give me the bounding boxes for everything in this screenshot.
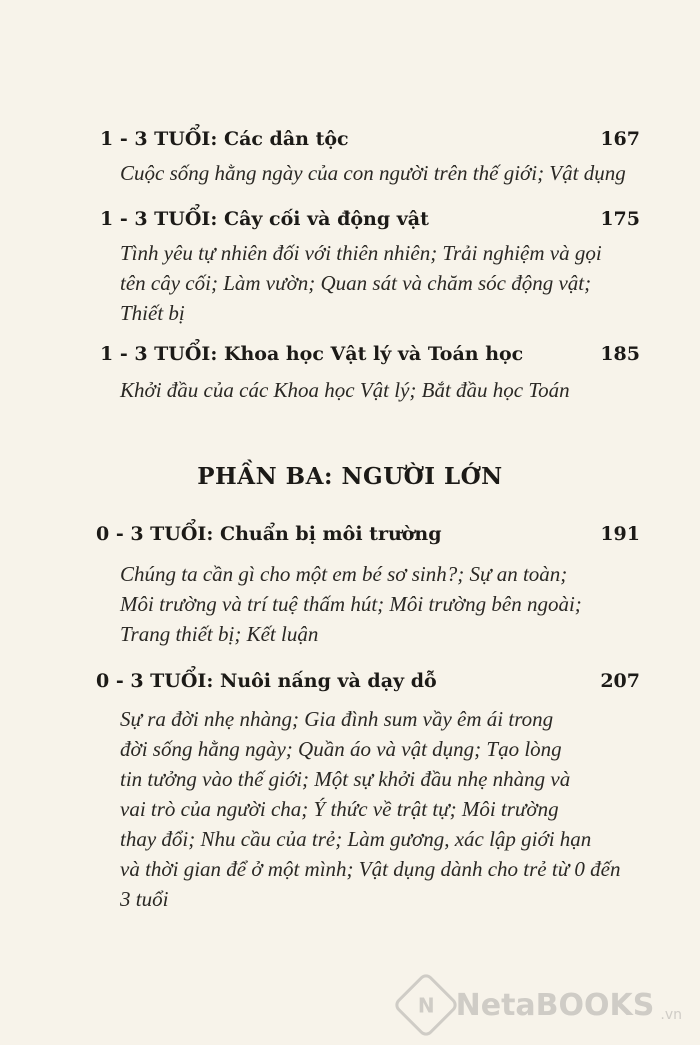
toc-entry-heading	[100, 208, 640, 230]
description-line: Tình yêu tự nhiên đối với thiên nhiên; Trải nghiệm và gọi	[120, 241, 602, 265]
description-line: 3 tuổi	[120, 887, 169, 911]
entry-page-number: 191	[600, 523, 640, 545]
part-title: PHẦN BA: NGƯỜI LỚN	[197, 463, 503, 490]
description-line: và thời gian để ở một mình; Vật dụng dành cho trẻ từ 0 đến	[120, 857, 621, 881]
entry-description	[120, 559, 644, 649]
entry-description	[120, 158, 644, 188]
entry-page-number: 185	[600, 343, 640, 365]
toc-entry-heading	[96, 523, 640, 545]
description-line: Thiết bị	[120, 301, 185, 325]
toc-entry-heading	[96, 670, 640, 692]
description-line: đời sống hằng ngày; Quần áo và vật dụng; Tạo lòng	[120, 737, 562, 761]
entry-title: 1 - 3 TUỔI: Cây cối và động vật	[100, 208, 429, 230]
watermark-brand: NetaBOOKS	[455, 987, 655, 1023]
description-line: thay đổi; Nhu cầu của trẻ; Làm gương, xác lập giới hạn	[120, 827, 592, 851]
entry-title: 1 - 3 TUỔI: Khoa học Vật lý và Toán học	[100, 343, 524, 365]
entry-title: 1 - 3 TUỔI: Các dân tộc	[100, 128, 349, 150]
description-line: vai trò của người cha; Ý thức về trật tự; Môi trường	[120, 797, 559, 821]
entry-title: 0 - 3 TUỔI: Chuẩn bị môi trường	[96, 523, 442, 545]
description-line: Cuộc sống hằng ngày của con người trên thế giới; Vật dụng	[120, 161, 626, 185]
description-line: Sự ra đời nhẹ nhàng; Gia đình sum vầy êm ái trong	[120, 707, 554, 731]
description-line: Chúng ta cần gì cho một em bé sơ sinh?; Sự an toàn;	[120, 562, 568, 586]
toc-entry-heading	[100, 343, 640, 365]
watermark	[402, 981, 682, 1029]
entry-page-number: 175	[600, 208, 640, 230]
description-line: Trang thiết bị; Kết luận	[120, 622, 319, 646]
entry-page-number: 167	[600, 128, 640, 150]
description-line: Môi trường và trí tuệ thấm hút; Môi trường bên ngoài;	[120, 592, 582, 616]
watermark-suffix: .vn	[660, 1007, 682, 1023]
entry-description	[120, 375, 644, 405]
description-line: tin tưởng vào thế giới; Một sự khởi đầu nhẹ nhàng và	[120, 767, 571, 791]
entry-page-number: 207	[600, 670, 640, 692]
toc-entry-heading	[100, 128, 640, 150]
entry-title: 0 - 3 TUỔI: Nuôi nấng và dạy dỗ	[96, 670, 437, 692]
description-line: tên cây cối; Làm vườn; Quan sát và chăm sóc động vật;	[120, 271, 592, 295]
entry-description	[120, 238, 644, 328]
netabooks-logo-icon: N	[392, 971, 460, 1039]
entry-description	[120, 704, 644, 914]
description-line: Khởi đầu của các Khoa học Vật lý; Bắt đầu học Toán	[120, 378, 570, 402]
